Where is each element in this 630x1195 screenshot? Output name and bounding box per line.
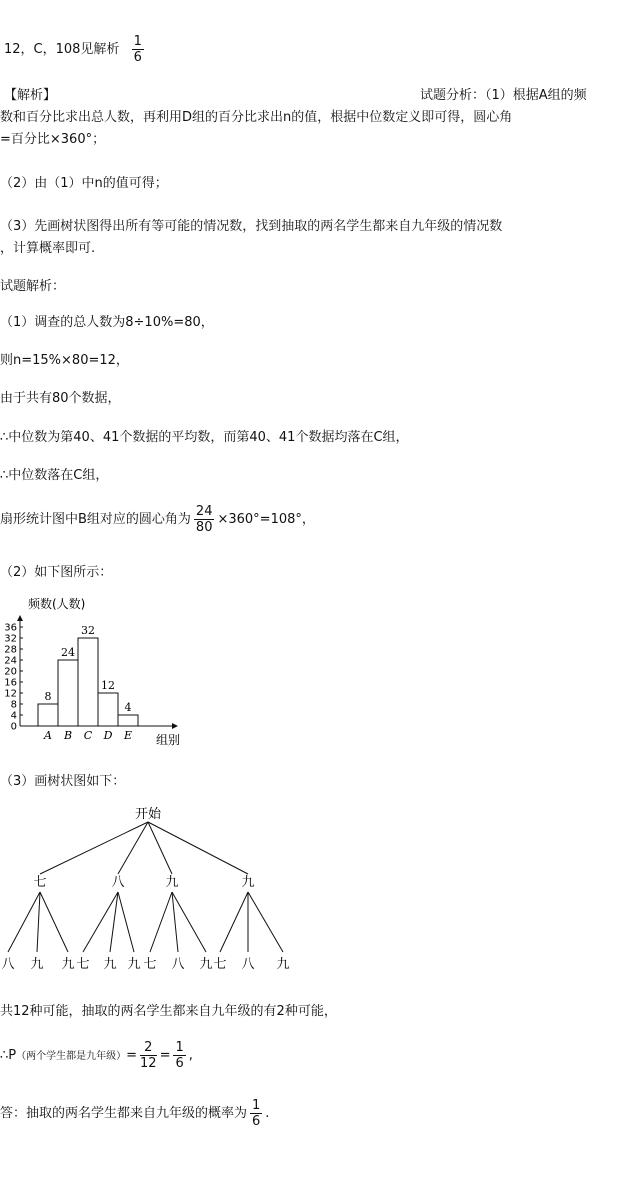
- category-label: C: [83, 729, 93, 742]
- tree-node-level2: 八: [171, 957, 185, 972]
- tree-edge: [40, 822, 148, 874]
- tree-node-level2: 七: [143, 957, 157, 972]
- tree-edge: [83, 892, 118, 952]
- tree-node-level2: 九: [30, 957, 44, 972]
- bar-value-label: 32: [81, 624, 95, 637]
- answer-fraction-final: $\frac{1}{6}$: [252, 1098, 261, 1129]
- solution-step5: ∴中位数落在C组，: [0, 468, 109, 483]
- bar-D: [98, 693, 118, 726]
- tree-node-level2: 八: [1, 957, 15, 972]
- bar-value-label: 4: [124, 701, 132, 714]
- category-label: E: [123, 729, 133, 742]
- chart-ylabel: 频数(人数): [28, 597, 86, 611]
- tree-node-level1: 八: [111, 875, 125, 890]
- tree-node-level2: 九: [199, 957, 213, 972]
- solution-answer: 答：抽取的两名学生都来自九年级的概率为 $\frac{1}{6}$ .: [0, 1098, 270, 1129]
- bar-value-label: 12: [101, 679, 115, 692]
- solution-step10: ∴P（两个学生都是九年级）= $\frac{2}{12}$ = $\frac{1}{6}$ ,: [0, 1040, 193, 1071]
- analysis-p3b: ，计算概率即可.: [0, 241, 96, 256]
- tree-node-level1: 九: [165, 875, 179, 890]
- solution-step9: 共12种可能，抽取的两名学生都来自九年级的有2种可能，: [0, 1004, 337, 1019]
- analysis-line3: =百分比×360°；: [0, 132, 106, 147]
- tree-node-level2: 九: [61, 957, 75, 972]
- y-tick-label: 0: [10, 721, 17, 733]
- y-tick-label: 12: [4, 688, 17, 700]
- bar-A: [38, 704, 58, 726]
- solution-step6: 扇形统计图中B组对应的圆心角为 $\frac{24}{80}$ ×360°=108°，: [0, 504, 315, 535]
- tree-edge: [148, 822, 172, 874]
- tree-edge: [8, 892, 40, 952]
- tree-edge: [118, 892, 134, 952]
- analysis-p3a: （3）先画树状图得出所有等可能的情况数，找到抽取的两名学生都来自九年级的情况数: [0, 219, 503, 234]
- tree-node-level1: 七: [33, 875, 47, 890]
- tree-node-level2: 七: [76, 957, 90, 972]
- x-axis-arrow: [172, 723, 178, 729]
- tree-node-level2: 九: [127, 957, 141, 972]
- solution-step7: （2）如下图所示：: [0, 565, 113, 580]
- solution-heading: 试题解析：: [0, 279, 66, 294]
- category-label: B: [63, 729, 73, 742]
- tree-edge: [37, 892, 40, 952]
- solution-step1: （1）调查的总人数为8÷10%=80，: [0, 315, 214, 330]
- prob-fraction-2: $\frac{1}{6}$: [175, 1040, 184, 1071]
- tree-node-level1: 九: [241, 875, 255, 890]
- prob-fraction-1: $\frac{2}{12}$: [140, 1040, 157, 1071]
- tree-edge: [118, 822, 148, 874]
- tree-edge: [220, 892, 248, 952]
- y-axis-arrow: [17, 615, 23, 621]
- tree-edge: [40, 892, 68, 952]
- tree-node-level2: 九: [276, 957, 290, 972]
- bar-chart: [0, 592, 200, 752]
- tree-edge: [110, 892, 118, 952]
- analysis-p2: （2）由（1）中n的值可得；: [0, 176, 168, 191]
- analysis-tag: 【解析】: [4, 88, 57, 103]
- analysis-intro: 试题分析：（1）根据A组的频: [420, 88, 587, 103]
- bar-E: [118, 715, 138, 726]
- answer-fraction: $\frac{1}{6}$: [133, 34, 142, 65]
- y-tick-label: 4: [10, 710, 17, 722]
- solution-step8: （3）画树状图如下：: [0, 774, 126, 789]
- solution-step4: ∴中位数为第40、41个数据的平均数，而第40、41个数据均落在C组，: [0, 430, 409, 445]
- solution-step3: 由于共有80个数据，: [0, 391, 121, 406]
- y-tick-label: 32: [4, 633, 17, 645]
- analysis-line2: 数和百分比求出总人数，再利用D组的百分比求出n的值，根据中位数定义即可得，圆心角: [0, 110, 513, 125]
- y-tick-label: 28: [4, 644, 17, 656]
- answer-text: 12，C，108见解析: [4, 42, 120, 57]
- answer-line: [4, 34, 147, 65]
- bar-value-label: 8: [44, 690, 52, 703]
- chart-xlabel: 组别: [156, 733, 181, 747]
- tree-edge: [150, 892, 172, 952]
- y-tick-label: 16: [4, 677, 17, 689]
- y-tick-label: 8: [10, 699, 17, 711]
- tree-node-level2: 七: [213, 957, 227, 972]
- y-tick-label: 20: [4, 666, 17, 678]
- y-tick-label: 36: [4, 622, 17, 634]
- tree-node-level2: 八: [241, 957, 255, 972]
- category-label: D: [103, 729, 113, 742]
- category-label: A: [44, 729, 52, 742]
- y-tick-label: 24: [4, 655, 17, 667]
- tree-root: 开始: [134, 807, 162, 822]
- bar-C: [78, 638, 98, 726]
- angle-fraction: $\frac{24}{80}$: [195, 504, 213, 535]
- solution-step2: 则n=15%×80=12，: [0, 353, 129, 368]
- tree-edge: [148, 822, 248, 874]
- bar-B: [58, 660, 78, 726]
- bar-value-label: 24: [61, 646, 75, 659]
- tree-node-level2: 九: [103, 957, 117, 972]
- tree-diagram: [0, 802, 310, 982]
- tree-edge: [248, 892, 283, 952]
